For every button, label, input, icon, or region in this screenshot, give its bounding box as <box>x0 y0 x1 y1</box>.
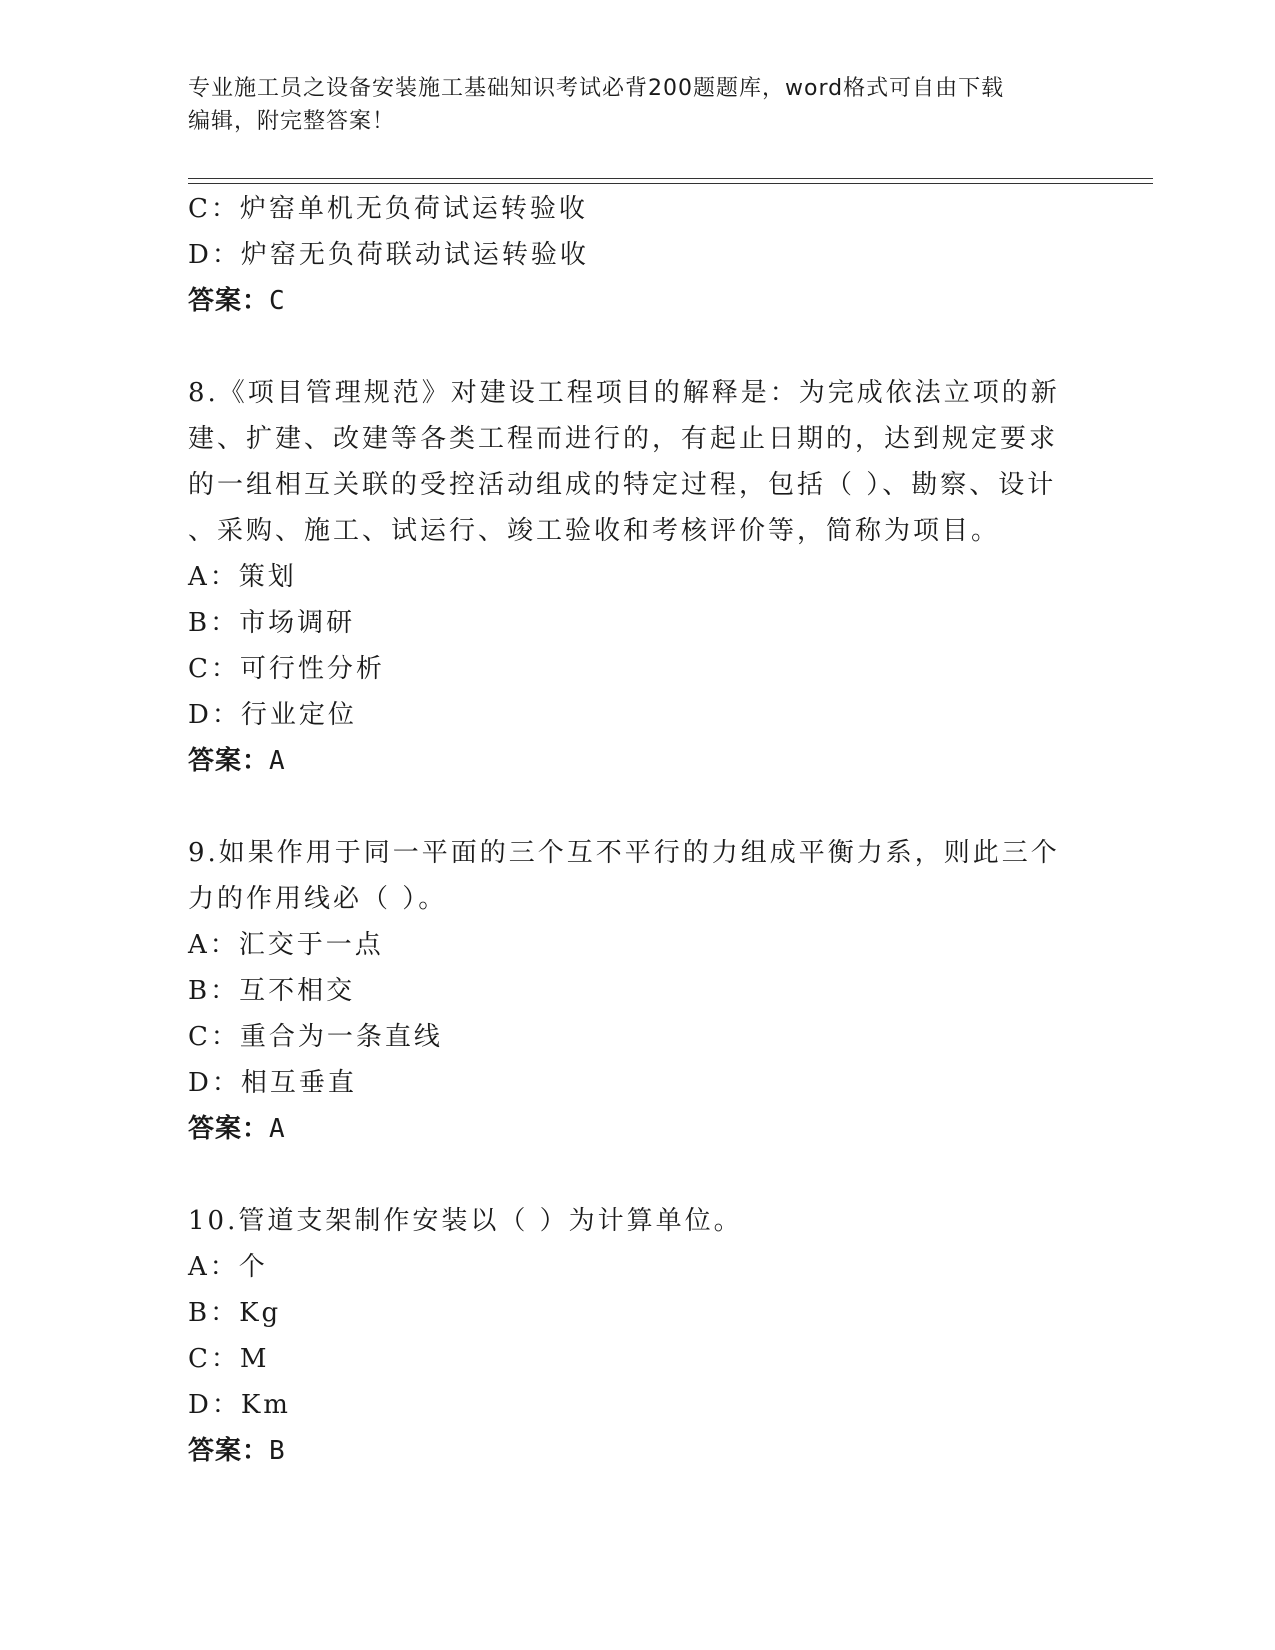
answer-label: 答案： <box>188 1114 270 1144</box>
stem-line: 8.《项目管理规范》对建设工程项目的解释是：为完成依法立项的新 <box>188 378 1060 408</box>
question-9 <box>188 830 1088 1152</box>
question-list <box>188 186 1088 1474</box>
option-c: C：可行性分析 <box>188 654 385 684</box>
stem-line: 10.管道支架制作安装以（ ）为计算单位。 <box>188 1206 743 1236</box>
answer <box>188 278 1088 324</box>
question-stem <box>188 1198 1088 1244</box>
option-c: C：炉窑单机无负荷试运转验收 <box>188 194 588 224</box>
stem-line: 的一组相互关联的受控活动组成的特定过程，包括（ ）、勘察、设计 <box>188 470 1057 500</box>
question-8 <box>188 370 1088 784</box>
option-a: A：个 <box>188 1252 268 1282</box>
option-b: B：Kg <box>188 1298 282 1328</box>
option-d: D：炉窑无负荷联动试运转验收 <box>188 240 589 270</box>
option-d: D：Km <box>188 1390 291 1420</box>
option-c: C：重合为一条直线 <box>188 1022 443 1052</box>
answer-value: A <box>269 746 286 776</box>
header-title-line-1: 专业施工员之设备安装施工基础知识考试必背200题题库，word格式可自由下载 <box>188 76 1005 101</box>
document-header <box>188 72 1068 138</box>
option-a: A：策划 <box>188 562 297 592</box>
question-stem <box>188 830 1088 922</box>
option-c: C：M <box>188 1344 270 1374</box>
stem-line: 力的作用线必（ ）。 <box>188 884 448 914</box>
stem-line: 建、扩建、改建等各类工程而进行的，有起止日期的，达到规定要求 <box>188 424 1059 454</box>
stem-line: 、采购、施工、试运行、竣工验收和考核评价等，简称为项目。 <box>188 516 1001 546</box>
stem-line: 9.如果作用于同一平面的三个互不平行的力组成平衡力系，则此三个 <box>188 838 1060 868</box>
answer <box>188 1106 1088 1152</box>
option-b: B：互不相交 <box>188 976 356 1006</box>
answer <box>188 738 1088 784</box>
question-10 <box>188 1198 1088 1474</box>
question-7-continuation <box>188 186 1088 324</box>
header-divider-bottom <box>188 183 1153 184</box>
question-stem <box>188 370 1088 554</box>
answer-label: 答案： <box>188 746 270 776</box>
answer-value: C <box>269 286 286 316</box>
answer-label: 答案： <box>188 286 270 316</box>
option-d: D：行业定位 <box>188 700 357 730</box>
answer-value: A <box>269 1114 286 1144</box>
header-divider-top <box>188 178 1153 179</box>
option-a: A：汇交于一点 <box>188 930 384 960</box>
answer-value: B <box>269 1436 286 1466</box>
option-d: D：相互垂直 <box>188 1068 357 1098</box>
header-title-line-2: 编辑，附完整答案！ <box>188 109 396 134</box>
answer <box>188 1428 1088 1474</box>
answer-label: 答案： <box>188 1436 270 1466</box>
option-b: B：市场调研 <box>188 608 356 638</box>
